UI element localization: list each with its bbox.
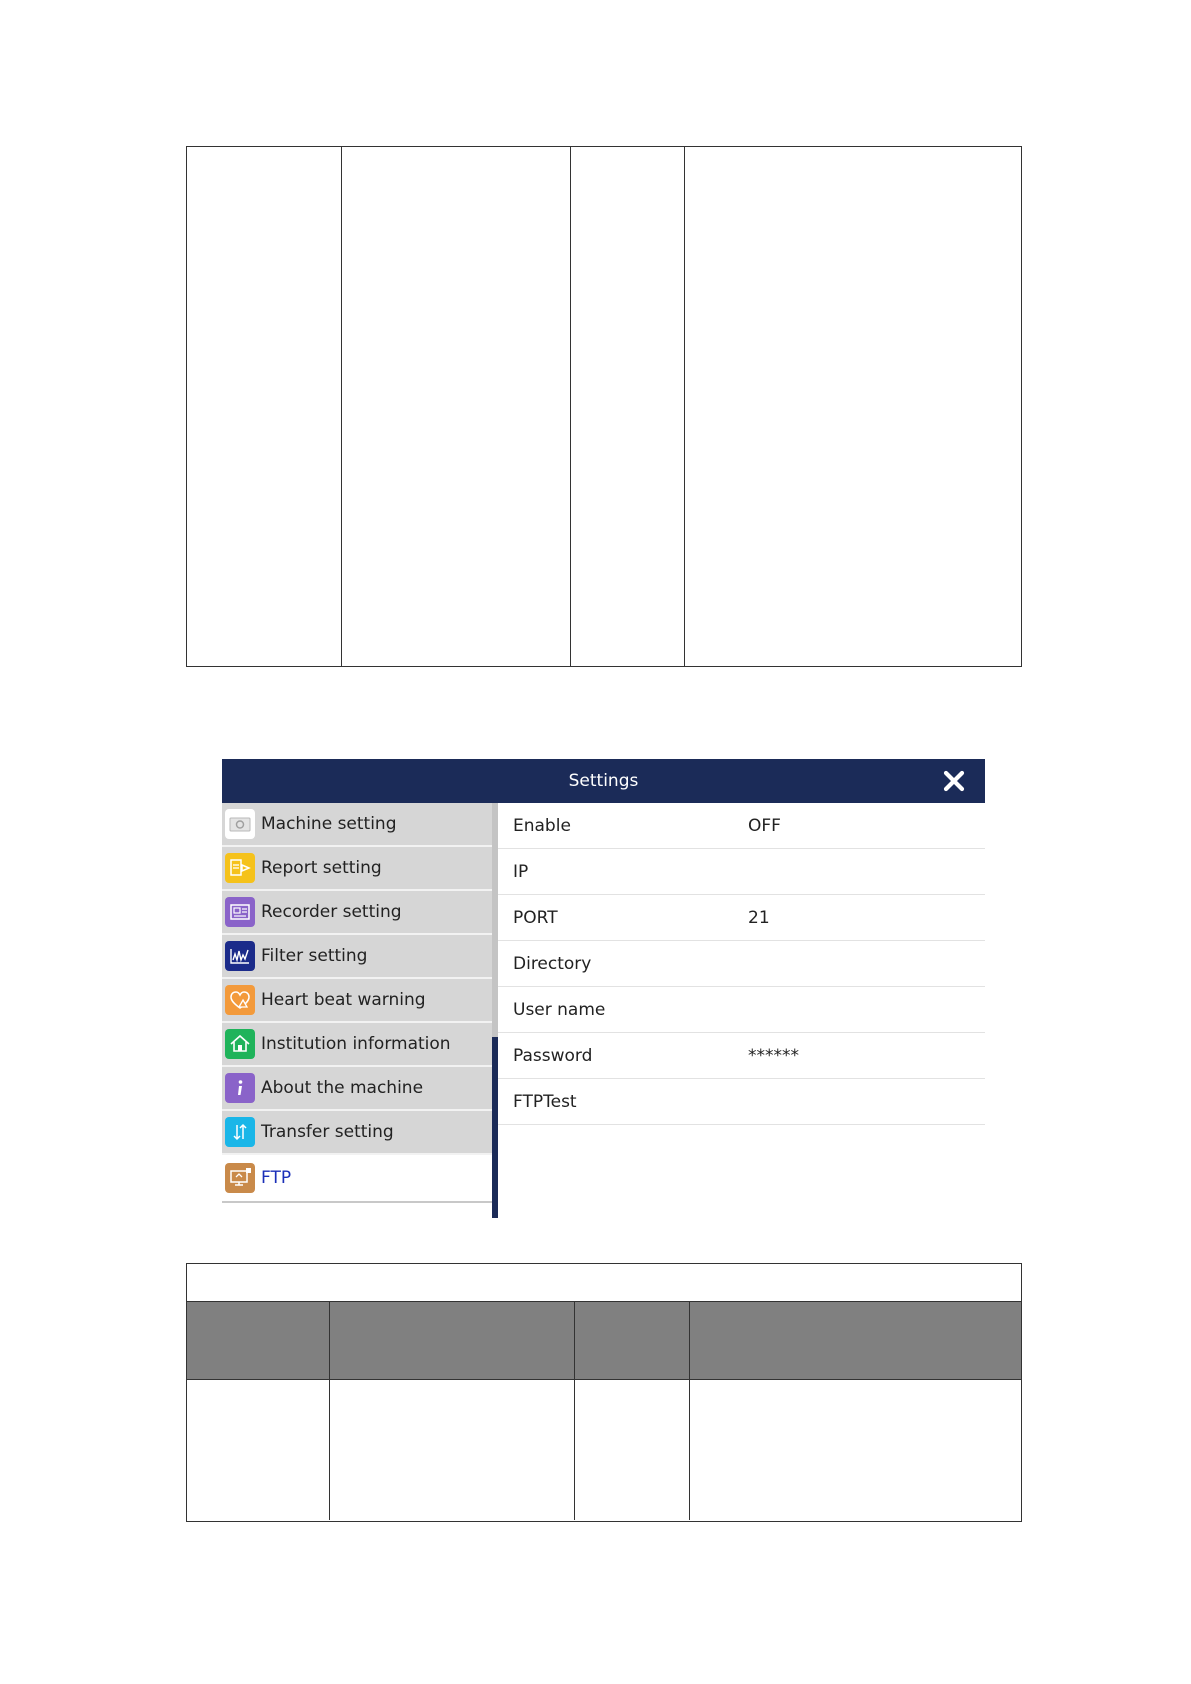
- sidebar-item-label: FTP: [261, 1168, 292, 1188]
- ftp-monitor-icon: [225, 1163, 255, 1193]
- recorder-icon: [225, 897, 255, 927]
- sidebar-item-label: Heart beat warning: [261, 990, 426, 1010]
- table-cell: [187, 1380, 330, 1520]
- ftp-row-directory[interactable]: [498, 941, 985, 987]
- row-value: OFF: [748, 816, 781, 836]
- sidebar-item-ftp[interactable]: [222, 1155, 492, 1203]
- table-header-cell: [330, 1302, 575, 1379]
- ftp-row-ip[interactable]: [498, 849, 985, 895]
- title-bar: [222, 759, 985, 803]
- table-cell: [330, 1380, 575, 1520]
- table-column: [187, 147, 342, 666]
- settings-dialog: [222, 759, 985, 1218]
- row-label: IP: [513, 862, 529, 882]
- bottom-table: [186, 1263, 1022, 1522]
- waveform-icon: [225, 941, 255, 971]
- dialog-title: Settings: [568, 771, 639, 791]
- home-icon: [225, 1029, 255, 1059]
- top-table: [186, 146, 1022, 667]
- sidebar-item-filter-setting[interactable]: [222, 935, 492, 979]
- sidebar-item-label: Institution information: [261, 1034, 451, 1054]
- table-row: [187, 1380, 1021, 1520]
- table-caption-row: [187, 1264, 1021, 1302]
- table-column: [342, 147, 571, 666]
- table-cell: [575, 1380, 690, 1520]
- sidebar-item-recorder-setting[interactable]: [222, 891, 492, 935]
- ftp-settings-list: [498, 803, 985, 1218]
- ftp-row-port[interactable]: [498, 895, 985, 941]
- sidebar-item-transfer-setting[interactable]: [222, 1111, 492, 1155]
- heart-warning-icon: [225, 985, 255, 1015]
- ftp-row-ftptest[interactable]: [498, 1079, 985, 1125]
- ftp-row-password[interactable]: [498, 1033, 985, 1079]
- sidebar-item-heart-beat-warning[interactable]: [222, 979, 492, 1023]
- sidebar-item-label: Report setting: [261, 858, 382, 878]
- sidebar-item-report-setting[interactable]: [222, 847, 492, 891]
- sidebar-item-label: Transfer setting: [261, 1122, 394, 1142]
- sidebar-item-label: Machine setting: [261, 814, 397, 834]
- table-column: [571, 147, 685, 666]
- camera-icon: [225, 809, 255, 839]
- row-value: ******: [748, 1046, 799, 1066]
- close-icon: [943, 770, 965, 792]
- row-label: Password: [513, 1046, 593, 1066]
- info-icon: [225, 1073, 255, 1103]
- sidebar-item-machine-setting[interactable]: [222, 803, 492, 847]
- table-column: [685, 147, 1020, 666]
- transfer-arrows-icon: [225, 1117, 255, 1147]
- sidebar-item-institution-information[interactable]: [222, 1023, 492, 1067]
- row-label: Directory: [513, 954, 592, 974]
- sidebar-item-label: Filter setting: [261, 946, 368, 966]
- sidebar-item-label: About the machine: [261, 1078, 424, 1098]
- table-header-row: [187, 1302, 1021, 1380]
- settings-sidebar: [222, 803, 492, 1218]
- table-header-cell: [575, 1302, 690, 1379]
- table-cell: [690, 1380, 1020, 1520]
- sidebar-item-about-the-machine[interactable]: [222, 1067, 492, 1111]
- report-export-icon: [225, 853, 255, 883]
- row-label: PORT: [513, 908, 558, 928]
- row-value: 21: [748, 908, 770, 928]
- row-label: Enable: [513, 816, 571, 836]
- row-label: FTPTest: [513, 1092, 577, 1112]
- table-header-cell: [690, 1302, 1020, 1379]
- table-header-cell: [187, 1302, 330, 1379]
- ftp-row-enable[interactable]: [498, 803, 985, 849]
- sidebar-item-label: Recorder setting: [261, 902, 402, 922]
- close-button[interactable]: [939, 766, 969, 796]
- ftp-row-user-name[interactable]: [498, 987, 985, 1033]
- row-label: User name: [513, 1000, 606, 1020]
